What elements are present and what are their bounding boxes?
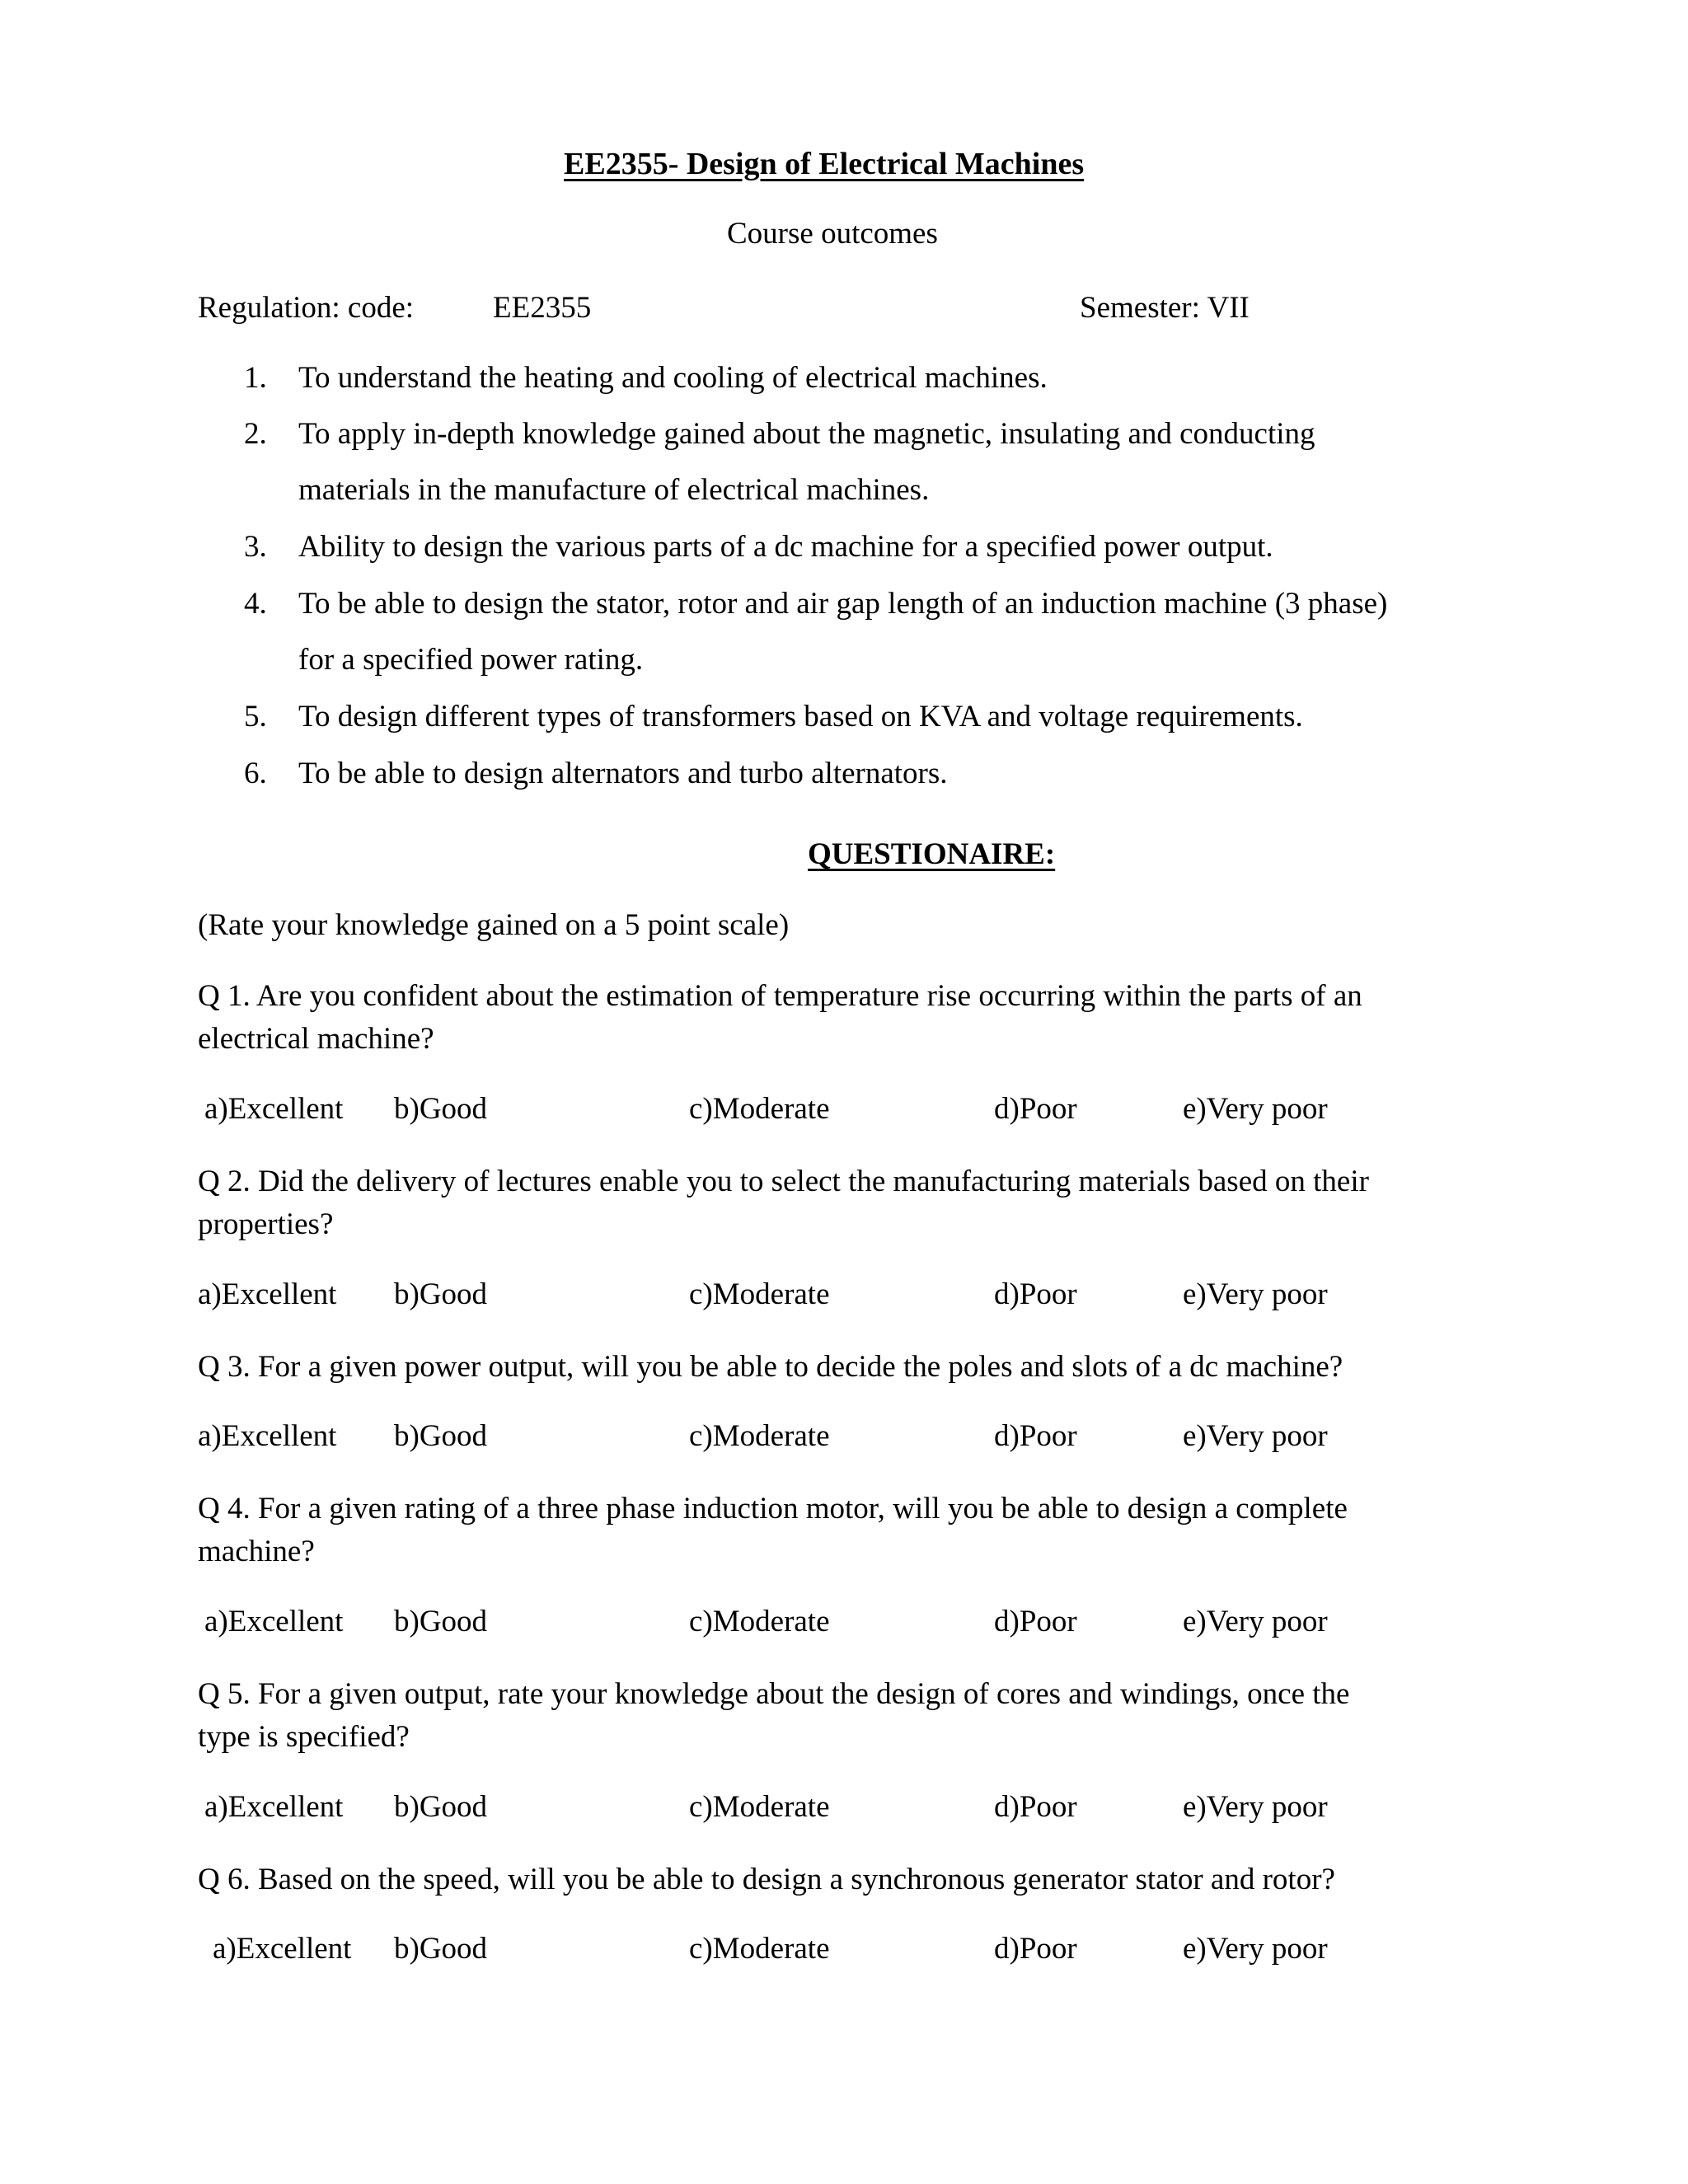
question-text: type is specified?: [198, 1720, 410, 1754]
question-text: properties?: [198, 1207, 334, 1241]
option-moderate[interactable]: c)Moderate: [689, 1277, 830, 1311]
outcome-text: To understand the heating and cooling of electrical machines.: [298, 361, 1048, 395]
option-moderate[interactable]: c)Moderate: [689, 1605, 830, 1638]
option-very-poor[interactable]: e)Very poor: [1183, 1277, 1328, 1311]
option-good[interactable]: b)Good: [394, 1092, 488, 1126]
option-excellent[interactable]: a)Excellent: [213, 1932, 352, 1966]
question-text: Q 5. For a given output, rate your knowledge about the design of cores and windings, once the: [198, 1677, 1350, 1711]
outcome-number: 6.: [244, 757, 267, 790]
option-very-poor[interactable]: e)Very poor: [1183, 1605, 1328, 1638]
questionnaire-heading: QUESTIONAIRE:: [808, 837, 1056, 871]
outcome-text: materials in the manufacture of electrical machines.: [298, 473, 930, 507]
option-good[interactable]: b)Good: [394, 1419, 488, 1453]
instruction-text: (Rate your knowledge gained on a 5 point scale): [198, 908, 790, 942]
outcome-text: To be able to design the stator, rotor and air gap length of an induction machine (3 phase): [298, 587, 1388, 621]
question-text: Q 4. For a given rating of a three phase induction motor, will you be able to design a complete: [198, 1492, 1348, 1526]
question-text: Q 6. Based on the speed, will you be able to design a synchronous generator stator and rotor?: [198, 1863, 1335, 1896]
option-good[interactable]: b)Good: [394, 1277, 488, 1311]
option-moderate[interactable]: c)Moderate: [689, 1790, 830, 1824]
outcome-text: To design different types of transformers based on KVA and voltage requirements.: [298, 700, 1303, 733]
question-text: Q 3. For a given power output, will you be able to decide the poles and slots of a dc machine?: [198, 1350, 1343, 1384]
option-excellent[interactable]: a)Excellent: [198, 1277, 337, 1311]
question-text: Q 2. Did the delivery of lectures enable you to select the manufacturing materials based on their: [198, 1165, 1369, 1198]
outcome-number: 4.: [244, 587, 267, 621]
option-excellent[interactable]: a)Excellent: [204, 1092, 344, 1126]
option-good[interactable]: b)Good: [394, 1605, 488, 1638]
option-very-poor[interactable]: e)Very poor: [1183, 1419, 1328, 1453]
document-title: EE2355- Design of Electrical Machines: [564, 147, 1085, 181]
option-excellent[interactable]: a)Excellent: [204, 1790, 344, 1824]
option-poor[interactable]: d)Poor: [994, 1605, 1077, 1638]
option-excellent[interactable]: a)Excellent: [204, 1605, 344, 1638]
document-subtitle: Course outcomes: [727, 217, 938, 251]
option-good[interactable]: b)Good: [394, 1790, 488, 1824]
option-moderate[interactable]: c)Moderate: [689, 1092, 830, 1126]
option-poor[interactable]: d)Poor: [994, 1277, 1077, 1311]
option-very-poor[interactable]: e)Very poor: [1183, 1790, 1328, 1824]
option-excellent[interactable]: a)Excellent: [198, 1419, 337, 1453]
option-moderate[interactable]: c)Moderate: [689, 1419, 830, 1453]
option-poor[interactable]: d)Poor: [994, 1419, 1077, 1453]
option-poor[interactable]: d)Poor: [994, 1092, 1077, 1126]
outcome-text: To be able to design alternators and turbo alternators.: [298, 757, 948, 790]
outcome-number: 2.: [244, 417, 267, 451]
option-very-poor[interactable]: e)Very poor: [1183, 1092, 1328, 1126]
regulation-label: Regulation: code:: [198, 291, 415, 325]
option-poor[interactable]: d)Poor: [994, 1790, 1077, 1824]
outcome-number: 3.: [244, 530, 267, 564]
option-poor[interactable]: d)Poor: [994, 1932, 1077, 1966]
outcome-number: 5.: [244, 700, 267, 733]
option-moderate[interactable]: c)Moderate: [689, 1932, 830, 1966]
option-good[interactable]: b)Good: [394, 1932, 488, 1966]
outcome-text: To apply in-depth knowledge gained about the magnetic, insulating and conducting: [298, 417, 1315, 451]
outcome-text: Ability to design the various parts of a dc machine for a specified power output.: [298, 530, 1273, 564]
outcome-number: 1.: [244, 361, 267, 395]
question-text: Q 1. Are you confident about the estimation of temperature rise occurring within the parts of an: [198, 979, 1362, 1013]
option-very-poor[interactable]: e)Very poor: [1183, 1932, 1328, 1966]
question-text: electrical machine?: [198, 1022, 434, 1056]
semester: Semester: VII: [1080, 291, 1250, 325]
outcome-text: for a specified power rating.: [298, 643, 644, 677]
course-code: EE2355: [493, 291, 592, 325]
question-text: machine?: [198, 1535, 315, 1568]
